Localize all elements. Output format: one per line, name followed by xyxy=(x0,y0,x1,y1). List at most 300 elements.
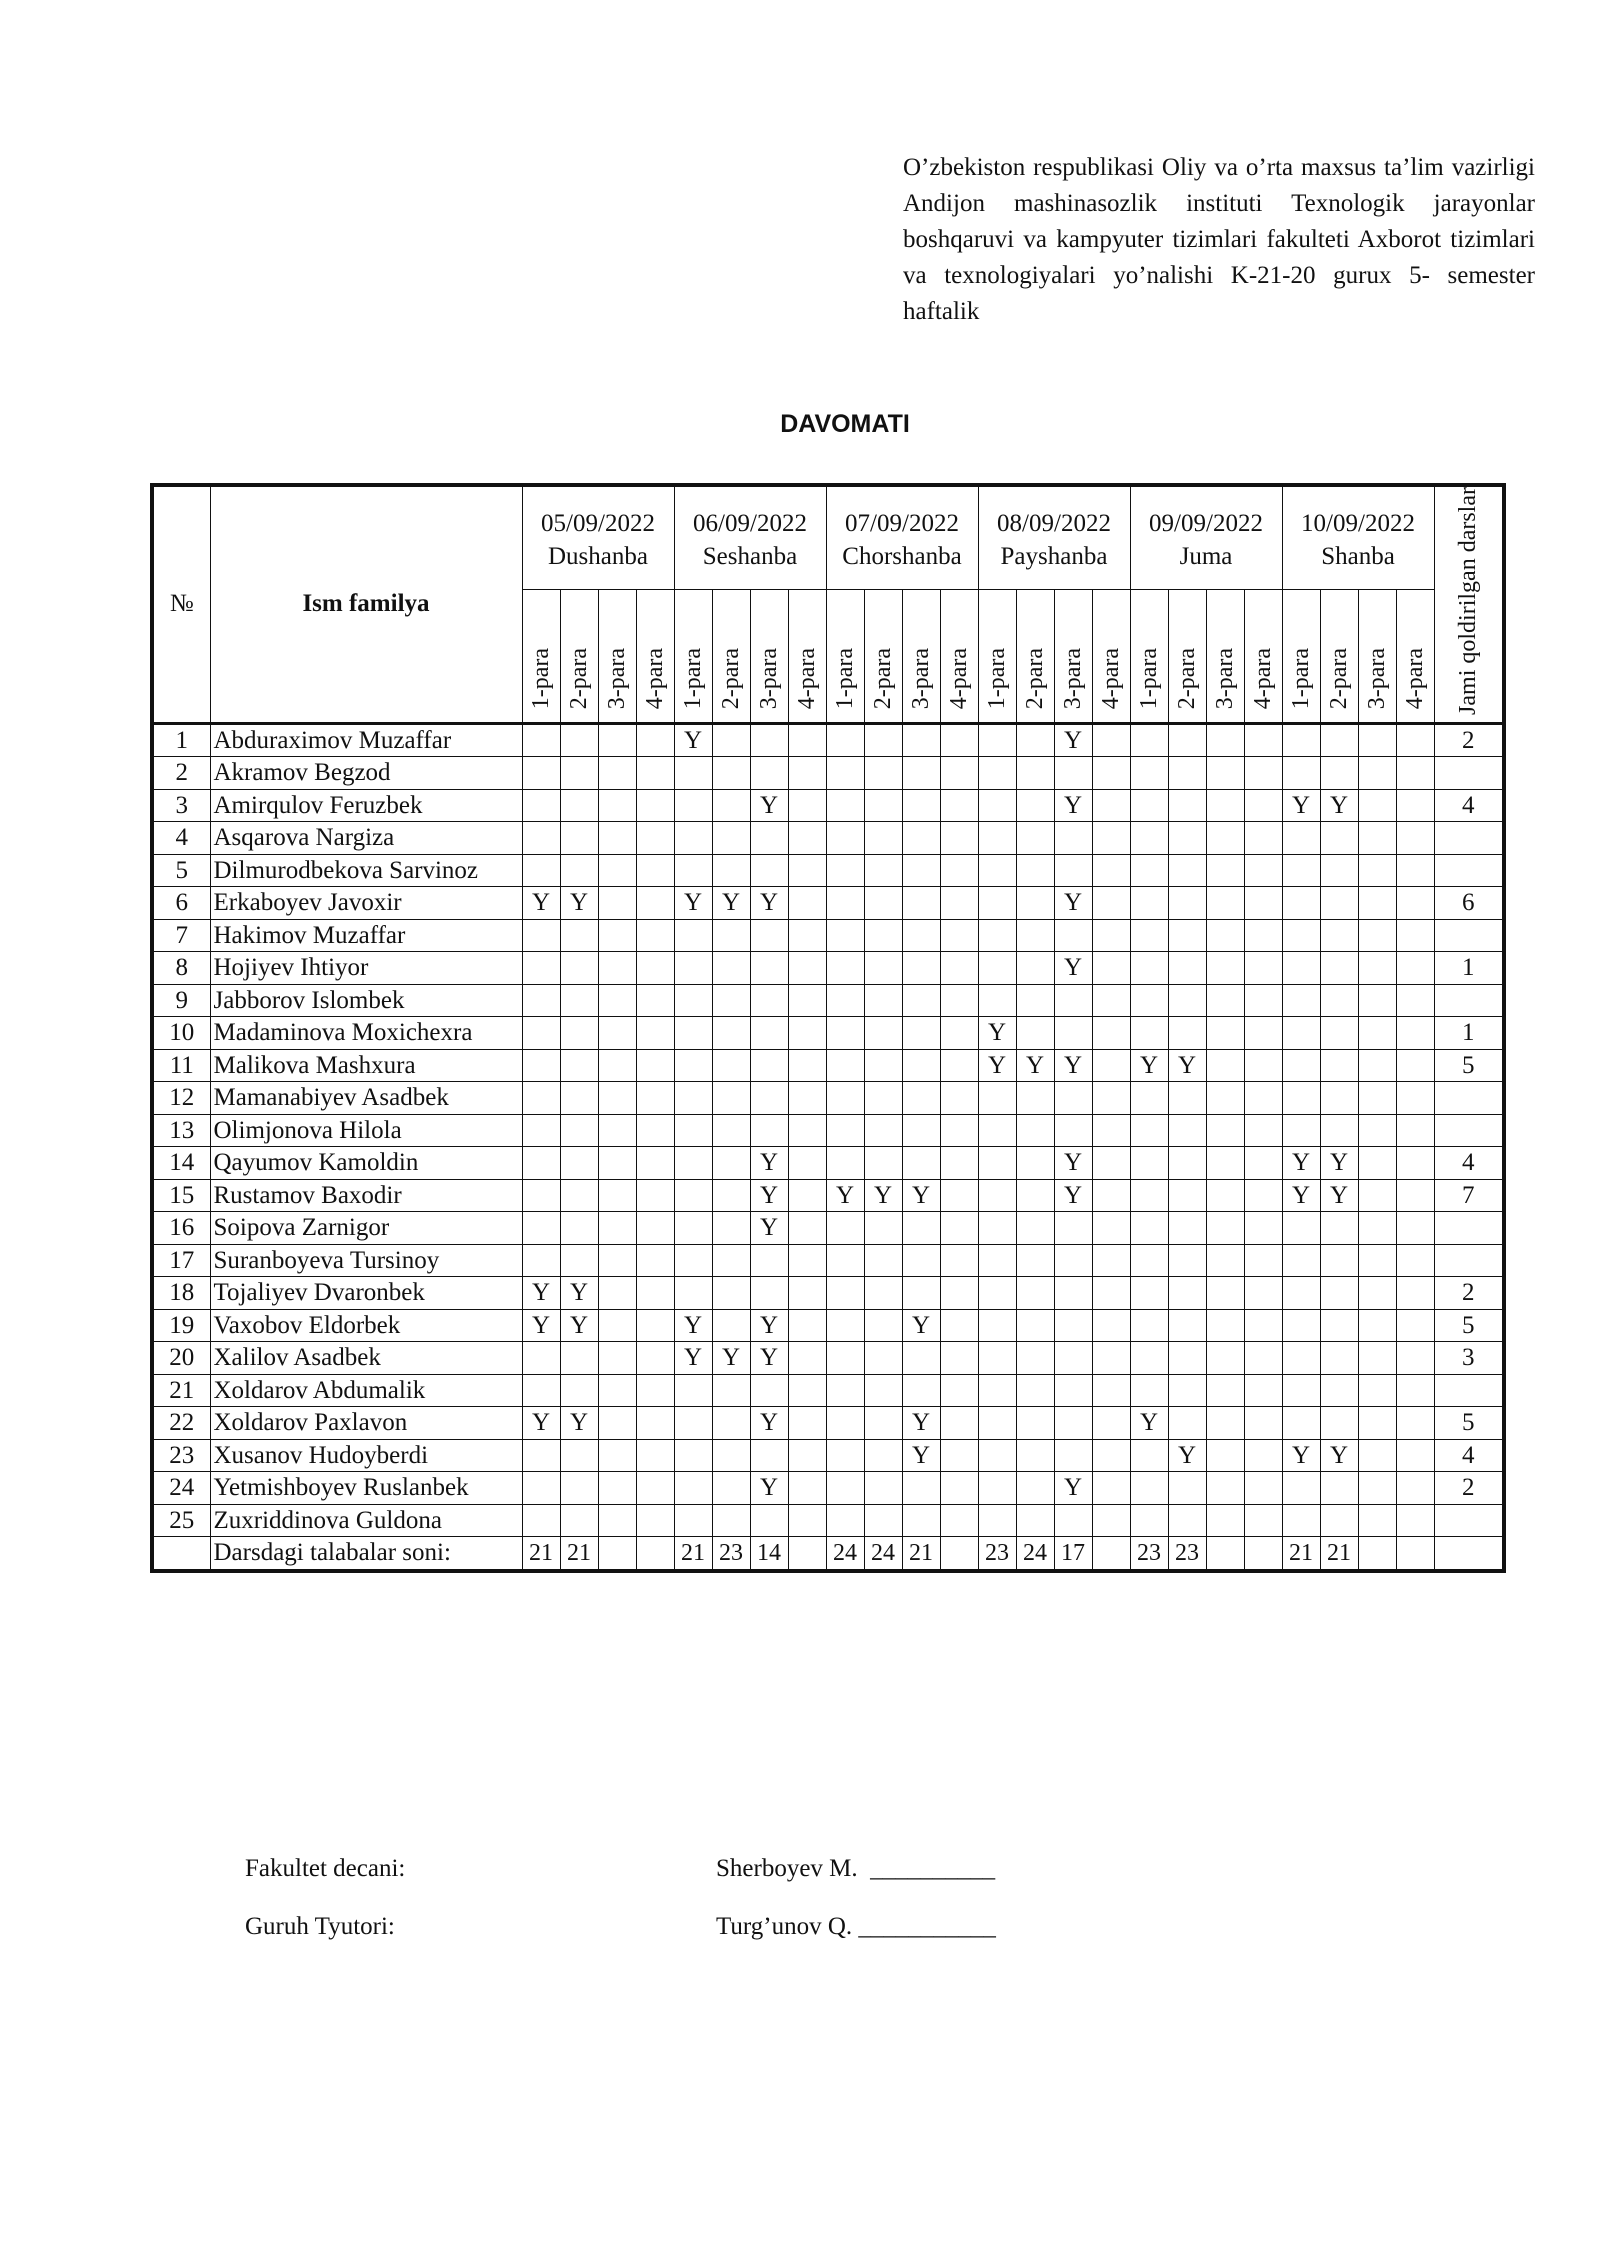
absence-mark xyxy=(1320,1472,1358,1505)
absence-mark xyxy=(1168,1504,1206,1537)
absence-mark xyxy=(598,1114,636,1147)
absence-mark xyxy=(598,1017,636,1050)
absence-mark xyxy=(902,757,940,790)
total-missed: 1 xyxy=(1434,1017,1504,1050)
absence-mark xyxy=(1396,984,1434,1017)
table-row xyxy=(152,1179,1504,1212)
absence-mark xyxy=(522,789,560,822)
absence-mark xyxy=(1358,1407,1396,1440)
row-number: 14 xyxy=(152,1147,210,1180)
absence-mark xyxy=(1244,1017,1282,1050)
absence-mark: Y xyxy=(1054,952,1092,985)
absence-mark xyxy=(636,984,674,1017)
absence-mark xyxy=(522,1082,560,1115)
absence-mark xyxy=(560,919,598,952)
table-row xyxy=(152,1017,1504,1050)
absence-mark xyxy=(864,822,902,855)
absence-mark xyxy=(712,1309,750,1342)
para-header: 2-para xyxy=(712,589,750,723)
absence-mark xyxy=(1244,984,1282,1017)
absence-mark xyxy=(1168,1147,1206,1180)
absence-mark: Y xyxy=(674,1342,712,1375)
absence-mark xyxy=(826,984,864,1017)
summary-count xyxy=(1092,1537,1130,1571)
col-header-total: Jami qoldirilgan darslar xyxy=(1434,485,1504,723)
absence-mark xyxy=(1054,1374,1092,1407)
absence-mark xyxy=(788,1504,826,1537)
absence-mark xyxy=(1016,984,1054,1017)
absence-mark xyxy=(636,1082,674,1115)
absence-mark xyxy=(902,952,940,985)
absence-mark xyxy=(978,1309,1016,1342)
absence-mark xyxy=(712,1114,750,1147)
absence-mark xyxy=(522,1342,560,1375)
student-name: Tojaliyev Dvaronbek xyxy=(210,1277,522,1310)
absence-mark xyxy=(1016,1212,1054,1245)
absence-mark xyxy=(1054,1309,1092,1342)
page-title: DAVOMATI xyxy=(780,410,910,438)
absence-mark xyxy=(864,757,902,790)
absence-mark xyxy=(522,1439,560,1472)
absence-mark xyxy=(1206,854,1244,887)
absence-mark xyxy=(1016,1342,1054,1375)
absence-mark xyxy=(750,1439,788,1472)
absence-mark xyxy=(902,1114,940,1147)
absence-mark: Y xyxy=(1130,1407,1168,1440)
absence-mark xyxy=(940,887,978,920)
absence-mark xyxy=(636,1179,674,1212)
absence-mark xyxy=(1244,1049,1282,1082)
student-name: Zuxriddinova Guldona xyxy=(210,1504,522,1537)
row-number: 22 xyxy=(152,1407,210,1440)
absence-mark xyxy=(522,1114,560,1147)
absence-mark xyxy=(522,1017,560,1050)
student-name: Suranboyeva Tursinoy xyxy=(210,1244,522,1277)
table-row xyxy=(152,1277,1504,1310)
absence-mark xyxy=(1396,854,1434,887)
absence-mark xyxy=(788,1179,826,1212)
absence-mark xyxy=(978,1342,1016,1375)
total-missed: 5 xyxy=(1434,1309,1504,1342)
row-number: 11 xyxy=(152,1049,210,1082)
summary-label: Darsdagi talabalar soni: xyxy=(210,1537,522,1571)
absence-mark: Y xyxy=(1054,1472,1092,1505)
student-name: Abduraximov Muzaffar xyxy=(210,723,522,757)
absence-mark xyxy=(598,887,636,920)
table-row xyxy=(152,854,1504,887)
absence-mark xyxy=(1396,1342,1434,1375)
absence-mark xyxy=(1016,1407,1054,1440)
absence-mark: Y xyxy=(1320,1179,1358,1212)
absence-mark xyxy=(674,1472,712,1505)
absence-mark xyxy=(1282,1082,1320,1115)
absence-mark xyxy=(560,1342,598,1375)
absence-mark xyxy=(1244,1277,1282,1310)
col-header-number: № xyxy=(152,485,210,723)
absence-mark xyxy=(1206,1439,1244,1472)
absence-mark xyxy=(940,919,978,952)
absence-mark: Y xyxy=(750,1342,788,1375)
absence-mark xyxy=(1244,952,1282,985)
table-row xyxy=(152,952,1504,985)
absence-mark xyxy=(978,1212,1016,1245)
absence-mark xyxy=(598,1309,636,1342)
absence-mark xyxy=(1396,1439,1434,1472)
absence-mark xyxy=(1358,1504,1396,1537)
absence-mark xyxy=(1130,1374,1168,1407)
absence-mark xyxy=(598,1147,636,1180)
absence-mark xyxy=(864,1504,902,1537)
absence-mark xyxy=(1244,854,1282,887)
absence-mark xyxy=(1092,1244,1130,1277)
absence-mark xyxy=(826,1244,864,1277)
absence-mark xyxy=(1282,854,1320,887)
absence-mark xyxy=(560,789,598,822)
absence-mark xyxy=(826,1439,864,1472)
absence-mark xyxy=(1358,1342,1396,1375)
absence-mark xyxy=(1320,1212,1358,1245)
absence-mark xyxy=(864,952,902,985)
row-number: 23 xyxy=(152,1439,210,1472)
absence-mark: Y xyxy=(978,1017,1016,1050)
absence-mark xyxy=(940,1179,978,1212)
absence-mark xyxy=(826,1407,864,1440)
absence-mark xyxy=(674,1179,712,1212)
absence-mark xyxy=(1282,984,1320,1017)
attendance-table xyxy=(150,483,1506,1573)
absence-mark xyxy=(940,1212,978,1245)
table-row xyxy=(152,919,1504,952)
absence-mark xyxy=(788,1147,826,1180)
absence-mark xyxy=(1244,919,1282,952)
absence-mark xyxy=(1396,1374,1434,1407)
absence-mark xyxy=(1320,1342,1358,1375)
absence-mark xyxy=(522,723,560,757)
absence-mark xyxy=(560,1147,598,1180)
absence-mark xyxy=(940,822,978,855)
absence-mark xyxy=(1016,1472,1054,1505)
student-name: Amirqulov Feruzbek xyxy=(210,789,522,822)
absence-mark xyxy=(598,789,636,822)
table-row xyxy=(152,1244,1504,1277)
absence-mark xyxy=(674,822,712,855)
absence-mark xyxy=(1320,1277,1358,1310)
day-header: 07/09/2022 Chorshanba xyxy=(826,485,978,589)
para-header: 4-para xyxy=(1244,589,1282,723)
absence-mark xyxy=(826,1277,864,1310)
absence-mark xyxy=(902,723,940,757)
absence-mark: Y xyxy=(1282,1179,1320,1212)
absence-mark xyxy=(1320,854,1358,887)
student-name: Asqarova Nargiza xyxy=(210,822,522,855)
absence-mark xyxy=(1054,1439,1092,1472)
total-missed xyxy=(1434,1504,1504,1537)
absence-mark xyxy=(864,1082,902,1115)
absence-mark xyxy=(902,1244,940,1277)
total-missed: 7 xyxy=(1434,1179,1504,1212)
table-row xyxy=(152,1472,1504,1505)
absence-mark xyxy=(1396,1114,1434,1147)
absence-mark: Y xyxy=(674,1309,712,1342)
table-row xyxy=(152,1309,1504,1342)
absence-mark: Y xyxy=(1282,1147,1320,1180)
student-name: Jabborov Islombek xyxy=(210,984,522,1017)
absence-mark xyxy=(674,1114,712,1147)
total-missed: 1 xyxy=(1434,952,1504,985)
absence-mark xyxy=(636,1049,674,1082)
student-name: Akramov Begzod xyxy=(210,757,522,790)
absence-mark xyxy=(978,854,1016,887)
absence-mark: Y xyxy=(1054,723,1092,757)
total-missed: 2 xyxy=(1434,1277,1504,1310)
absence-mark xyxy=(1206,1342,1244,1375)
day-header: 09/09/2022 Juma xyxy=(1130,485,1282,589)
summary-row xyxy=(152,1537,1504,1571)
absence-mark xyxy=(598,1374,636,1407)
summary-count: 21 xyxy=(1282,1537,1320,1571)
absence-mark xyxy=(864,1407,902,1440)
absence-mark xyxy=(1206,919,1244,952)
absence-mark xyxy=(864,1342,902,1375)
absence-mark xyxy=(978,1472,1016,1505)
absence-mark xyxy=(1282,757,1320,790)
absence-mark xyxy=(712,1179,750,1212)
absence-mark xyxy=(674,1147,712,1180)
absence-mark xyxy=(1092,1277,1130,1310)
student-name: Yetmishboyev Ruslanbek xyxy=(210,1472,522,1505)
absence-mark xyxy=(1244,1472,1282,1505)
summary-count xyxy=(636,1537,674,1571)
absence-mark xyxy=(902,1504,940,1537)
row-number: 19 xyxy=(152,1309,210,1342)
absence-mark xyxy=(712,1017,750,1050)
absence-mark xyxy=(788,854,826,887)
summary-count: 21 xyxy=(902,1537,940,1571)
total-missed xyxy=(1434,1212,1504,1245)
total-missed xyxy=(1434,1374,1504,1407)
absence-mark: Y xyxy=(1054,1179,1092,1212)
para-header: 3-para xyxy=(1358,589,1396,723)
absence-mark xyxy=(788,1114,826,1147)
absence-mark xyxy=(636,887,674,920)
absence-mark xyxy=(560,1374,598,1407)
absence-mark: Y xyxy=(750,1147,788,1180)
absence-mark xyxy=(1168,1082,1206,1115)
absence-mark xyxy=(940,1049,978,1082)
summary-count: 21 xyxy=(560,1537,598,1571)
absence-mark xyxy=(1320,1504,1358,1537)
absence-mark xyxy=(1358,1374,1396,1407)
row-number: 2 xyxy=(152,757,210,790)
absence-mark xyxy=(1168,1114,1206,1147)
absence-mark xyxy=(1016,1504,1054,1537)
summary-total xyxy=(1434,1537,1504,1571)
absence-mark xyxy=(940,1309,978,1342)
table-row xyxy=(152,1504,1504,1537)
row-number: 24 xyxy=(152,1472,210,1505)
absence-mark xyxy=(864,1212,902,1245)
absence-mark xyxy=(902,1017,940,1050)
para-header: 1-para xyxy=(978,589,1016,723)
para-header: 3-para xyxy=(1206,589,1244,723)
absence-mark xyxy=(636,1017,674,1050)
absence-mark xyxy=(522,919,560,952)
absence-mark xyxy=(940,854,978,887)
row-number: 4 xyxy=(152,822,210,855)
absence-mark xyxy=(902,1049,940,1082)
absence-mark xyxy=(1092,1374,1130,1407)
student-name: Hakimov Muzaffar xyxy=(210,919,522,952)
absence-mark xyxy=(978,757,1016,790)
absence-mark xyxy=(712,1212,750,1245)
absence-mark xyxy=(1396,1179,1434,1212)
total-missed xyxy=(1434,757,1504,790)
absence-mark xyxy=(1054,822,1092,855)
absence-mark: Y xyxy=(522,1407,560,1440)
absence-mark xyxy=(826,1374,864,1407)
absence-mark xyxy=(1244,1212,1282,1245)
absence-mark xyxy=(864,887,902,920)
absence-mark xyxy=(1054,1504,1092,1537)
absence-mark: Y xyxy=(1054,887,1092,920)
student-name: Hojiyev Ihtiyor xyxy=(210,952,522,985)
absence-mark xyxy=(1054,854,1092,887)
summary-count: 23 xyxy=(978,1537,1016,1571)
absence-mark xyxy=(788,789,826,822)
absence-mark: Y xyxy=(750,1212,788,1245)
absence-mark xyxy=(1206,1472,1244,1505)
absence-mark xyxy=(1206,1407,1244,1440)
absence-mark xyxy=(598,1244,636,1277)
absence-mark xyxy=(940,1407,978,1440)
absence-mark xyxy=(712,757,750,790)
absence-mark xyxy=(788,1017,826,1050)
absence-mark xyxy=(940,1374,978,1407)
absence-mark xyxy=(750,1504,788,1537)
absence-mark xyxy=(522,854,560,887)
absence-mark xyxy=(1130,887,1168,920)
absence-mark xyxy=(750,854,788,887)
absence-mark xyxy=(940,789,978,822)
absence-mark xyxy=(1396,822,1434,855)
absence-mark xyxy=(560,1212,598,1245)
absence-mark xyxy=(598,1407,636,1440)
absence-mark xyxy=(1282,1017,1320,1050)
total-missed xyxy=(1434,984,1504,1017)
table-row xyxy=(152,1407,1504,1440)
absence-mark xyxy=(978,919,1016,952)
absence-mark xyxy=(864,1439,902,1472)
absence-mark xyxy=(522,1504,560,1537)
absence-mark xyxy=(674,1017,712,1050)
absence-mark xyxy=(1092,1082,1130,1115)
absence-mark xyxy=(1206,1147,1244,1180)
absence-mark xyxy=(1282,723,1320,757)
absence-mark: Y xyxy=(1054,1049,1092,1082)
absence-mark xyxy=(1054,1114,1092,1147)
absence-mark xyxy=(826,1472,864,1505)
absence-mark xyxy=(750,1244,788,1277)
absence-mark xyxy=(1206,1179,1244,1212)
absence-mark xyxy=(1244,1309,1282,1342)
absence-mark xyxy=(636,789,674,822)
absence-mark xyxy=(750,822,788,855)
absence-mark xyxy=(560,1244,598,1277)
absence-mark xyxy=(1244,1082,1282,1115)
absence-mark xyxy=(1130,822,1168,855)
absence-mark xyxy=(1168,1472,1206,1505)
header-text: O’zbekiston respublikasi Oliy va o’rta maxsus ta’lim vazirligi Andijon mashinasozlik instituti Texnologik jarayonlar boshqaruvi va kampyuter tizimlari fakulteti Axborot tizimlari va texnologiyalari yo’nalishi K-21-20 gurux 5- semester haftalik xyxy=(903,154,1535,325)
student-name: Olimjonova Hilola xyxy=(210,1114,522,1147)
absence-mark xyxy=(1396,952,1434,985)
absence-mark xyxy=(1244,1244,1282,1277)
absence-mark xyxy=(1168,854,1206,887)
absence-mark xyxy=(712,1407,750,1440)
absence-mark xyxy=(750,919,788,952)
absence-mark xyxy=(940,1017,978,1050)
col-header-name: Ism familya xyxy=(210,485,522,723)
absence-mark xyxy=(826,1147,864,1180)
absence-mark xyxy=(1320,822,1358,855)
absence-mark xyxy=(522,1374,560,1407)
absence-mark xyxy=(1092,1179,1130,1212)
absence-mark: Y xyxy=(902,1309,940,1342)
absence-mark xyxy=(978,789,1016,822)
absence-mark xyxy=(712,1374,750,1407)
absence-mark xyxy=(522,822,560,855)
absence-mark xyxy=(1168,919,1206,952)
absence-mark: Y xyxy=(750,789,788,822)
absence-mark xyxy=(1168,1277,1206,1310)
para-header: 4-para xyxy=(636,589,674,723)
absence-mark xyxy=(522,757,560,790)
absence-mark xyxy=(674,1212,712,1245)
absence-mark xyxy=(826,1212,864,1245)
absence-mark xyxy=(978,984,1016,1017)
absence-mark xyxy=(1168,723,1206,757)
absence-mark xyxy=(826,1017,864,1050)
summary-count xyxy=(1244,1537,1282,1571)
absence-mark xyxy=(1206,1017,1244,1050)
absence-mark xyxy=(1092,1212,1130,1245)
absence-mark xyxy=(1092,1114,1130,1147)
absence-mark xyxy=(1054,1017,1092,1050)
absence-mark xyxy=(1282,1309,1320,1342)
absence-mark xyxy=(1016,822,1054,855)
absence-mark xyxy=(1130,1114,1168,1147)
student-name: Madaminova Moxichexra xyxy=(210,1017,522,1050)
absence-mark xyxy=(902,1082,940,1115)
student-name: Soipova Zarnigor xyxy=(210,1212,522,1245)
student-name: Rustamov Baxodir xyxy=(210,1179,522,1212)
absence-mark xyxy=(712,723,750,757)
para-header: 3-para xyxy=(1054,589,1092,723)
absence-mark xyxy=(1396,1082,1434,1115)
summary-count xyxy=(1206,1537,1244,1571)
absence-mark xyxy=(1130,952,1168,985)
total-missed: 2 xyxy=(1434,1472,1504,1505)
absence-mark xyxy=(1130,1082,1168,1115)
absence-mark xyxy=(864,984,902,1017)
absence-mark xyxy=(788,1342,826,1375)
absence-mark xyxy=(1206,1504,1244,1537)
absence-mark xyxy=(940,1439,978,1472)
absence-mark xyxy=(636,1342,674,1375)
absence-mark xyxy=(1092,822,1130,855)
absence-mark xyxy=(674,1374,712,1407)
absence-mark xyxy=(864,723,902,757)
absence-mark xyxy=(902,1342,940,1375)
